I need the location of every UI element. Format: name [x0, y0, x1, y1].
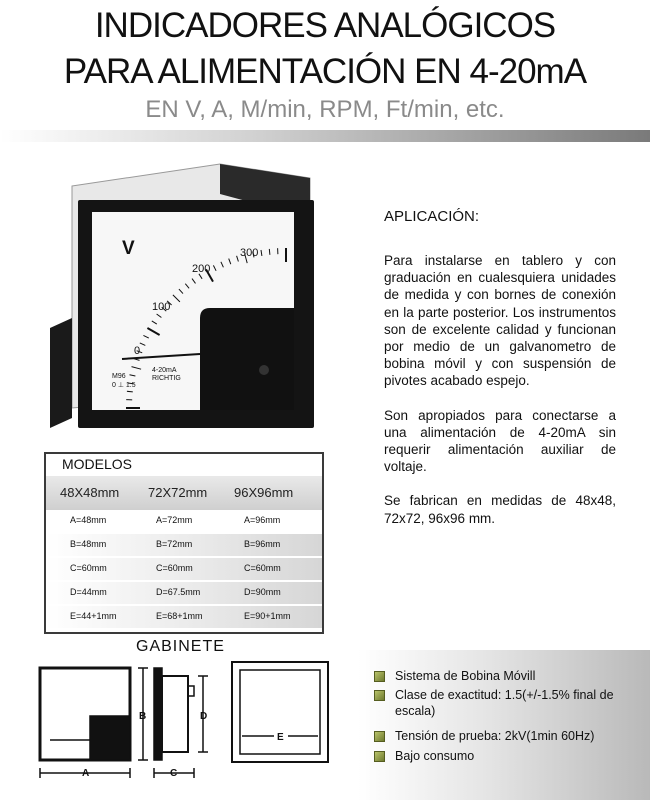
application-title: APLICACIÓN:	[384, 208, 480, 225]
models-header-row	[46, 476, 322, 510]
cell-a-96: A=96mm	[244, 515, 281, 525]
cell-d-48: D=44mm	[70, 587, 107, 597]
application-paragraph-2: Son apropiados para conectarse a una alimentación de 4-20mA sin requerir alimentación auxiliar de voltaje.	[384, 407, 616, 475]
cell-c-48: C=60mm	[70, 563, 107, 573]
feature-text: Sistema de Bobina Móvill	[395, 669, 536, 683]
bullet-square-icon	[374, 690, 385, 701]
gabinete-diagram	[30, 656, 350, 796]
feature-text: Clase de exactitud: 1.5(+/-1.5% final de escala)	[395, 688, 614, 718]
meter-brand: RICHTIG	[152, 375, 181, 382]
bullet-square-icon	[374, 671, 385, 682]
cell-e-96: E=90+1mm	[244, 611, 291, 621]
table-row	[46, 534, 322, 556]
feature-item	[374, 728, 644, 744]
models-title: MODELOS	[62, 456, 133, 472]
cell-a-72: A=72mm	[156, 515, 193, 525]
models-header-48: 48X48mm	[60, 485, 120, 500]
cell-d-72: D=67.5mm	[156, 587, 201, 597]
feature-text: Tensión de prueba: 2kV(1min 60Hz)	[395, 729, 595, 743]
scale-tick	[269, 249, 270, 255]
cell-c-72: C=60mm	[156, 563, 193, 573]
bullet-square-icon	[374, 731, 385, 742]
bullet-square-icon	[374, 751, 385, 762]
cell-e-48: E=44+1mm	[70, 611, 117, 621]
meter-scale-200: 200	[192, 263, 211, 275]
table-row	[46, 558, 322, 580]
meter-scale-100: 100	[152, 301, 171, 313]
title-line-1: INDICADORES ANALÓGICOS	[94, 6, 556, 45]
dim-c-label: C	[170, 768, 178, 779]
meter-scale-0: 0	[134, 345, 141, 357]
header-rule	[0, 130, 650, 142]
models-table	[44, 452, 324, 634]
subtitle: EN V, A, M/min, RPM, Ft/min, etc.	[145, 96, 505, 123]
feature-item	[374, 668, 644, 684]
application-paragraph-1: Para instalarse en tablero y con graduación en cualesquiera unidades de medida y con bornes de conexión en la parte posterior. Los instrumentos son de excelente calidad y funcionan por medio de un galvanometro de bobina móvil y con suspensión de pivotes acabado espejo.	[384, 253, 616, 389]
feature-item	[374, 748, 644, 764]
dim-a-label: A	[82, 768, 90, 779]
models-header-72: 72X72mm	[148, 485, 208, 500]
dim-e-label: E	[277, 732, 284, 743]
cell-b-96: B=96mm	[244, 539, 281, 549]
gabinete-title: GABINETE	[136, 638, 225, 655]
meter-model: M96	[112, 373, 126, 380]
cell-b-72: B=72mm	[156, 539, 193, 549]
application-paragraph-3: Se fabrican en medidas de 48x48, 72x72, 96x96 mm.	[384, 493, 616, 526]
dim-b-label: B	[139, 711, 147, 722]
meter-unit: V	[122, 238, 135, 259]
scale-tick	[127, 391, 133, 392]
table-row	[46, 582, 322, 604]
feature-item	[374, 687, 644, 719]
table-row	[46, 510, 322, 532]
cell-a-48: A=48mm	[70, 515, 107, 525]
cell-c-96: C=60mm	[244, 563, 281, 573]
feature-text: Bajo consumo	[395, 749, 475, 763]
analog-meter-image	[50, 158, 370, 440]
meter-drawing	[50, 158, 370, 440]
table-row	[46, 606, 322, 628]
models-header-96: 96X96mm	[234, 485, 294, 500]
meter-class: 0 ⊥ 1.5	[112, 382, 136, 389]
meter-scale-300: 300	[240, 247, 259, 259]
dim-d-label: D	[200, 711, 208, 722]
title-line-2: PARA ALIMENTACIÓN EN 4-20mA	[63, 52, 587, 91]
cell-e-72: E=68+1mm	[156, 611, 203, 621]
meter-range: 4-20mA	[152, 367, 177, 374]
features-panel	[358, 650, 650, 800]
cell-b-48: B=48mm	[70, 539, 107, 549]
application-body	[384, 252, 616, 544]
cell-d-96: D=90mm	[244, 587, 281, 597]
